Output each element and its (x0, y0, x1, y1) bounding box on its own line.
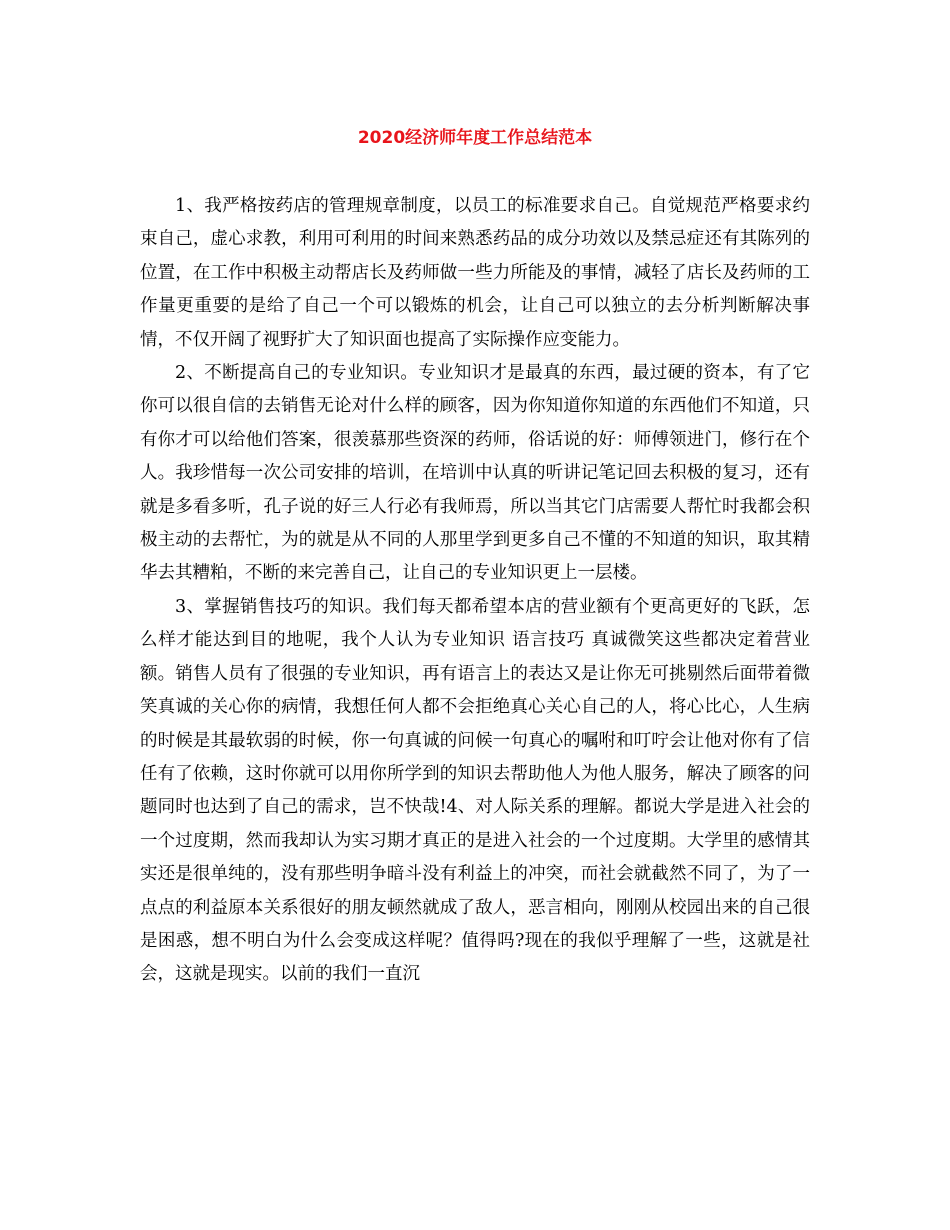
paragraph-1: 1、我严格按药店的管理规章制度，以员工的标准要求自己。自觉规范严格要求约束自己，虚心求教，利用可利用的时间来熟悉药品的成分功效以及禁忌症还有其陈列的位置，在工作中积极主动帮店长及药师做一些力所能及的事情，减轻了店长及药师的工作量更重要的是给了自己一个可以锻炼的机会，让自己可以独立的去分析判断解决事情，不仅开阔了视野扩大了知识面也提高了实际操作应变能力。 (140, 196, 810, 350)
document-title: 2020经济师年度工作总结范本 (357, 128, 593, 148)
document-body (140, 190, 810, 992)
paragraph-2: 2、不断提高自己的专业知识。专业知识才是最真的东西，最过硬的资本，有了它你可以很自信的去销售无论对什么样的顾客，因为你知道你知道的东西他们不知道，只有你才可以给他们答案，很羡慕那些资深的药师，俗话说的好：师傅领进门，修行在个人。我珍惜每一次公司安排的培训，在培训中认真的听讲记笔记回去积极的复习，还有就是多看多听，孔子说的好三人行必有我师焉，所以当其它门店需要人帮忙时我都会积极主动的去帮忙，为的就是从不同的人那里学到更多自己不懂的不知道的知识，取其精华去其糟粕，不断的来完善自己，让自己的专业知识更上一层楼。 (140, 363, 810, 584)
paragraph-3: 3、掌握销售技巧的知识。我们每天都希望本店的营业额有个更高更好的飞跃，怎么样才能达到目的地呢，我个人认为专业知识 语言技巧 真诚微笑这些都决定着营业额。销售人员有了很强的专业知识，再有语言上的表达又是让你无可挑剔然后面带着微笑真诚的关心你的病情，我想任何人都不会拒绝真心关心自己的人，将心比心，人生病的时候是其最软弱的时候，你一句真诚的问候一句真心的嘱咐和叮咛会让他对你有了信任有了依赖，这时你就可以用你所学到的知识去帮助他人为他人服务，解决了顾客的问题同时也达到了自己的需求，岂不快哉!4、对人际关系的理解。都说大学是进入社会的一个过度期，然而我却认为实习期才真正的是进入社会的一个过度期。大学里的感情其实还是很单纯的，没有那些明争暗斗没有利益上的冲突，而社会就截然不同了，为了一点点的利益原本关系很好的朋友顿然就成了敌人，恶言相向，刚刚从校园出来的自己很是困惑，想不明白为什么会变成这样呢？值得吗?现在的我似乎理解了一些，这就是社会，这就是现实。以前的我们一直沉 (140, 596, 810, 985)
